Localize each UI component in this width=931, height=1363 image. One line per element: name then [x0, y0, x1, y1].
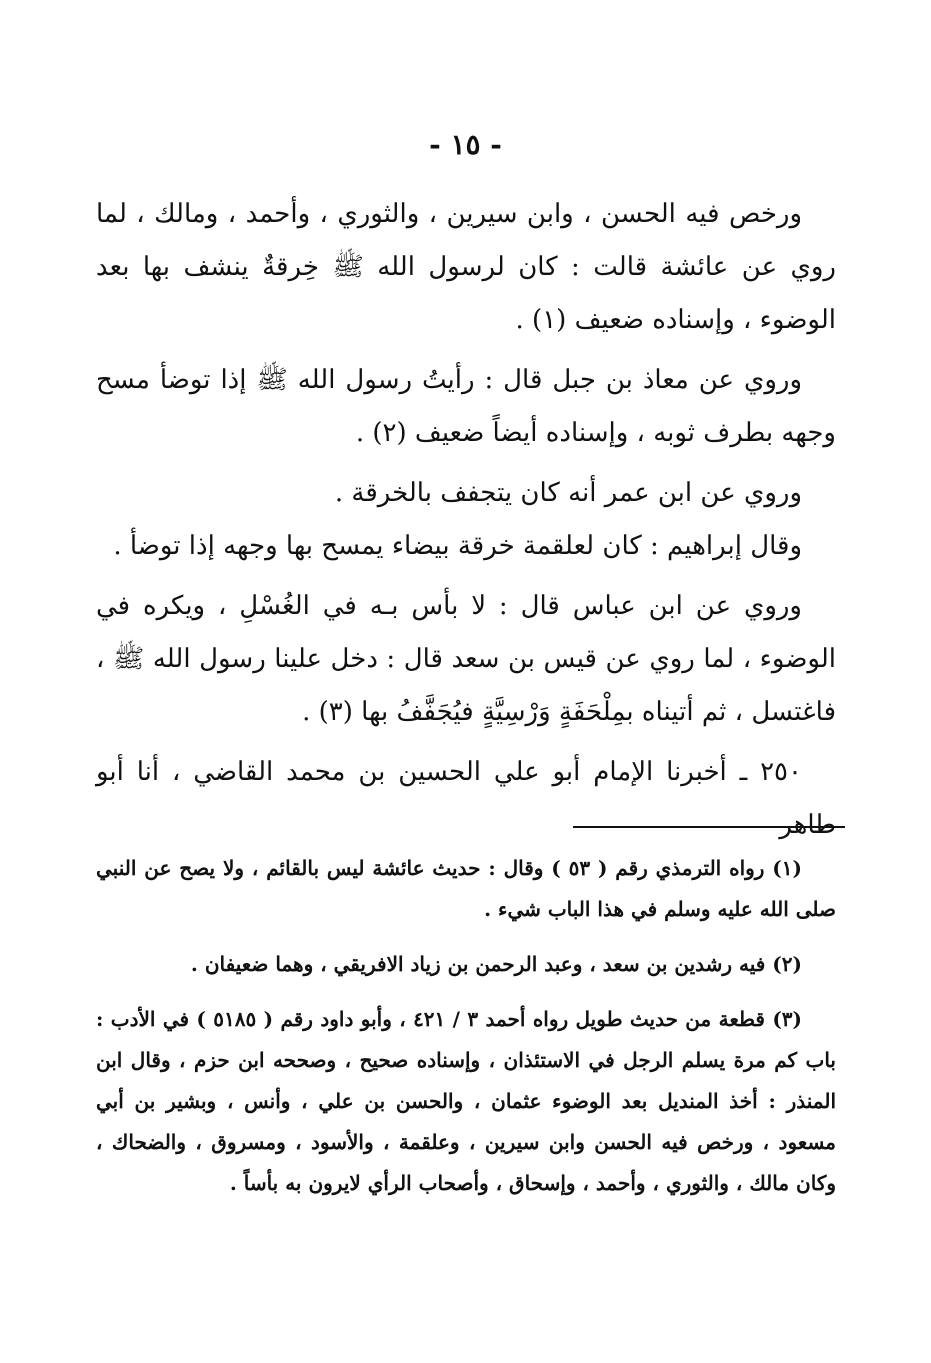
footnote-separator: [573, 826, 845, 828]
page-number: - ١٥ -: [429, 128, 502, 161]
footnote-3: (٣) قطعة من حديث طويل رواه أحمد ٣ / ٤٢١ ، وأبو داود رقم ( ٥١٨٥ ) في الأدب : باب كم مرة يسلم الرجل في الاستئذان ، وإسناده صحيح ، وصححه ابن حزم ، وقال ابن المنذر : أخذ المنديل بعد الوضوء عثمان ، والحسن بن علي ، وأنس ، وبشير بن أبي مسعود ، ورخص فيه الحسن وابن سيرين ، وعلقمة ، والأسود ، ومسروق ، والضحاك ، وكان مالك ، والثوري ، وأحمد ، وإسحاق ، وأصحاب الرأي لايرون به بأساً .: [96, 1007, 836, 1195]
paragraph-6: ٢٥٠ ـ أخبرنا الإمام أبو علي الحسين بن محمد القاضي ، أنا أبو طاهر: [96, 757, 836, 840]
paragraph-2: وروي عن معاذ بن جبل قال : رأيتُ رسول الله ﷺ إذا توضأ مسح وجهه بطرف ثوبه ، وإسناده أيضاً ضعيف (٢) .: [96, 365, 836, 448]
footnote-1: (١) رواه الترمذي رقم ( ٥٣ ) وقال : حديث عائشة ليس بالقائم ، ولا يصح عن النبي صلى الله عليه وسلم في هذا الباب شيء .: [96, 856, 836, 921]
paragraph-1: ورخص فيه الحسن ، وابن سيرين ، والثوري ، وأحمد ، ومالك ، لما روي عن عائشة قالت : كان لرسول الله ﷺ خِرقةٌ ينشف بها بعد الوضوء ، وإسناده ضعيف (١) .: [96, 199, 836, 335]
paragraph-5: وروي عن ابن عباس قال : لا بأس بـه في الغُسْلِ ، ويكره في الوضوء ، لما روي عن قيس بن سعد قال : دخل علينا رسول الله ﷺ ، فاغتسل ، ثم أتيناه بمِلْحَفَةٍ وَرْسِيَّةٍ فيُجَفَّفُ بها (٣) .: [96, 591, 836, 727]
footnotes: [96, 848, 836, 1218]
footnote-2: (٢) فيه رشدين بن سعد ، وعبد الرحمن بن زياد الافريقي ، وهما ضعيفان .: [190, 952, 802, 976]
main-text: [96, 188, 836, 859]
paragraph-3: وروي عن ابن عمر أنه كان يتجفف بالخرقة .: [334, 478, 802, 508]
paragraph-4: وقال إبراهيم : كان لعلقمة خرقة بيضاء يمسح بها وجهه إذا توضأ .: [113, 531, 802, 561]
